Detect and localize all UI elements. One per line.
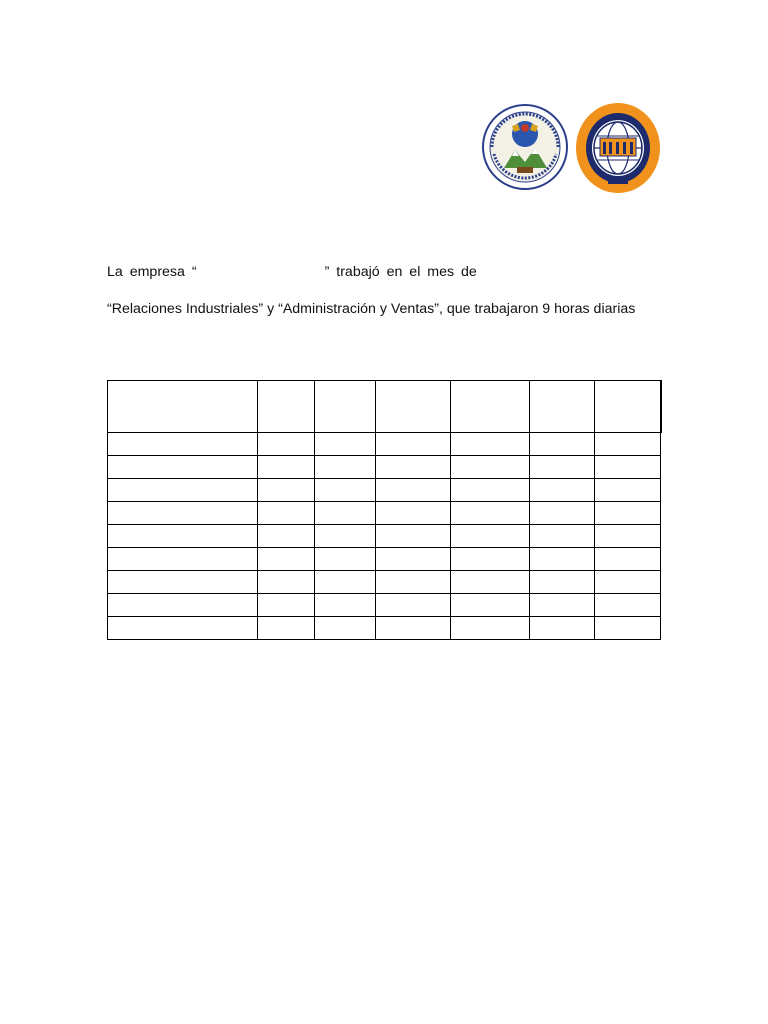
table-cell (595, 571, 661, 594)
table-cell (595, 594, 661, 617)
table-cell (451, 456, 530, 479)
table-cell (108, 456, 258, 479)
table-cell (315, 594, 376, 617)
table-cell (595, 479, 661, 502)
table-cell (451, 548, 530, 571)
table-cell (376, 479, 451, 502)
table-cell (530, 594, 595, 617)
table-cell (315, 571, 376, 594)
table-cell (108, 594, 258, 617)
table-cell (376, 571, 451, 594)
table-cell (376, 456, 451, 479)
table-cell (108, 479, 258, 502)
intro-sentence (107, 264, 477, 280)
cpa-seal-logo (575, 102, 661, 194)
table-cell (376, 525, 451, 548)
table-cell (108, 502, 258, 525)
table-header-cell (258, 381, 315, 433)
table-cell (530, 525, 595, 548)
table-cell (315, 525, 376, 548)
table-cell (595, 548, 661, 571)
table-cell (451, 433, 530, 456)
table-cell (376, 502, 451, 525)
table-cell (258, 548, 315, 571)
table-cell (595, 502, 661, 525)
table-cell (108, 617, 258, 640)
intro-text-end: ” trabajó en el mes de (324, 264, 477, 280)
table-cell (258, 479, 315, 502)
usac-seal-logo (482, 104, 568, 190)
table-cell (108, 525, 258, 548)
table-header-cell (451, 381, 530, 433)
table-header-cell (108, 381, 258, 433)
table-cell (451, 617, 530, 640)
table-cell (530, 433, 595, 456)
table-cell (108, 548, 258, 571)
table-header-cell (595, 381, 661, 433)
table-cell (376, 548, 451, 571)
table-cell (315, 617, 376, 640)
header-logos (482, 102, 662, 194)
table-cell (258, 502, 315, 525)
table-cell (451, 525, 530, 548)
table-cell (108, 433, 258, 456)
table-cell (451, 594, 530, 617)
table-header-cell (530, 381, 595, 433)
payroll-table (107, 380, 662, 640)
table-row (108, 525, 661, 548)
table-cell (258, 525, 315, 548)
table-header-cell (315, 381, 376, 433)
table-cell (315, 548, 376, 571)
table-row (108, 502, 661, 525)
table-row (108, 548, 661, 571)
table-row (108, 456, 661, 479)
table-row (108, 571, 661, 594)
table-cell (451, 502, 530, 525)
table-cell (376, 617, 451, 640)
table-cell (595, 456, 661, 479)
table-cell (530, 617, 595, 640)
table-cell (258, 594, 315, 617)
table-cell (258, 456, 315, 479)
table-row (108, 617, 661, 640)
table-cell (451, 571, 530, 594)
table-cell (376, 594, 451, 617)
table-header-row (108, 381, 661, 433)
table-cell (595, 433, 661, 456)
departments-sentence: “Relaciones Industriales” y “Administración y Ventas”, que trabajaron 9 horas diarias (107, 301, 636, 317)
table-cell (530, 502, 595, 525)
table-cell (530, 479, 595, 502)
table-cell (530, 456, 595, 479)
table-cell (315, 433, 376, 456)
table-cell (595, 617, 661, 640)
table-cell (315, 456, 376, 479)
table-cell (315, 479, 376, 502)
table-cell (108, 571, 258, 594)
table-cell (530, 548, 595, 571)
table-cell (258, 617, 315, 640)
table-cell (258, 571, 315, 594)
table-cell (451, 479, 530, 502)
table-row (108, 479, 661, 502)
table-cell (376, 433, 451, 456)
intro-text-start: La empresa “ (107, 264, 197, 280)
table-row (108, 433, 661, 456)
table-cell (258, 433, 315, 456)
table-header-cell (376, 381, 451, 433)
table-cell (595, 525, 661, 548)
table-row (108, 594, 661, 617)
table-cell (315, 502, 376, 525)
table-cell (530, 571, 595, 594)
